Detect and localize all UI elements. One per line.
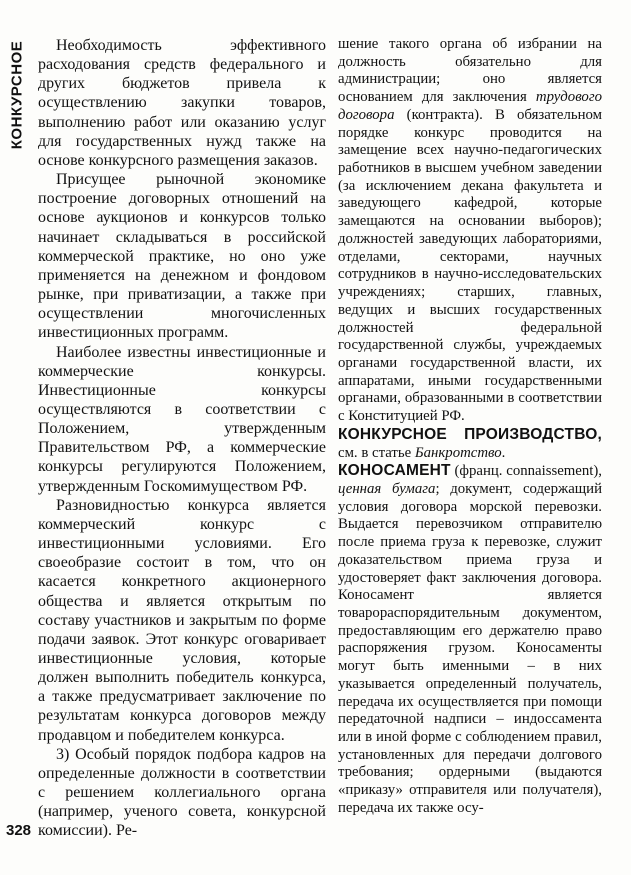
paragraph-continuation [338,36,602,426]
page-number: 328 [6,822,32,839]
cross-reference: ценная бумага [338,480,436,497]
dictionary-entry [338,462,602,817]
text-run: (франц. connaissement), [450,463,602,480]
text-run: . [501,444,506,461]
paragraph: Присущее рыночной экономике построение договорных отношений на основе аукционов и конкурсов только начинает складываться в российской коммерческой практике, но оно уже применяется на денежном и фондовом рынке, при приватизации, а также при осуществлении многочисленных инвестиционных программ. [38,171,326,342]
cross-reference: Банкротство [414,444,502,461]
entry-term: КОНКУРСНОЕ ПРОИЗВОДСТВО, [338,425,602,443]
text-run: см. в статье [338,444,415,461]
text-run: шение такого органа об избрании на должность обязательно для администрации; оно является основанием для заключения [338,36,602,106]
right-column [338,36,602,818]
entry-term: КОНОСАМЕНТ [338,462,451,480]
left-column [38,36,326,841]
paragraph: Наиболее известны инвестиционные и коммерческие конкурсы. Инвестиционные конкурсы осуществляются в соответствии с Положением, утвержденным Правительством РФ, а коммерческие конкурсы регулируются Положением, утвержденным Госкомимуществом РФ. [38,343,326,495]
paragraph: 3) Особый порядок подбора кадров на определенные должности в соответствии с решением коллегиального органа (например, ученого совета, конкурсной комиссии). Ре- [38,745,326,840]
text-run: ; документ, содержащий условия договора морской перевозки. Выдается перевозчиком отправителю после приема груза к перевозке, служит доказательством приема груза и удостоверяет факт заключения договора. Коносамент является товарораспорядительным документом, предоставляющим его держателю право распоряжения грузом. Коносаменты могут быть именными – в них указывается определенный получатель, передача их осуществляется при помощи передаточной надписи – индоссамента или в иной форме с соблюдением правил, установленных для передачи долгового требования; ордерными (выдаются «приказу» отправителя или получателя), передача их также осу- [338,480,603,816]
running-head [4,30,30,160]
paragraph: Разновидностью конкурса является коммерческий конкурс с инвестиционными условиями. Его своеобразие состоит в том, что он касается конкретного акционерного общества и является открытым по составу участников и закрытым по форме подачи заявок. Этот конкурс оговаривает инвестиционные условия, которые должен выполнить победитель конкурса, а также предусматривает заключение по результатам конкурса договоров между продавцом и победителем конкурса. [38,496,326,744]
text-run: (контракта). В обязательном порядке конкурс проводится на замещение всех научно-педагогических работников в высшем учебном заведении (за исключением декана факультета и заведующего кафедрой, которые замещаются на основании выборов); должностей заведующих лабораториями, отделами, секторами, научных сотрудников в научно-исследовательских учреждениях; старших, главных, ведущих и высших государственных должностей федеральной государственной службы, учреждаемых органами государственной власти, их аппаратами, иными государственными органами, образованными в соответствии с Конституцией РФ. [338,106,602,425]
paragraph: Необходимость эффективного расходования средств федерального и других бюджетов привела к осуществлению закупки товаров, выполнению работ или оказанию услуг для государственных нужд также на основе конкурсного размещения заказов. [38,37,326,169]
running-head-text: КОНКУРСНОЕ [8,40,26,150]
dictionary-entry [338,426,602,462]
cross-reference: трудового договора [338,89,602,123]
